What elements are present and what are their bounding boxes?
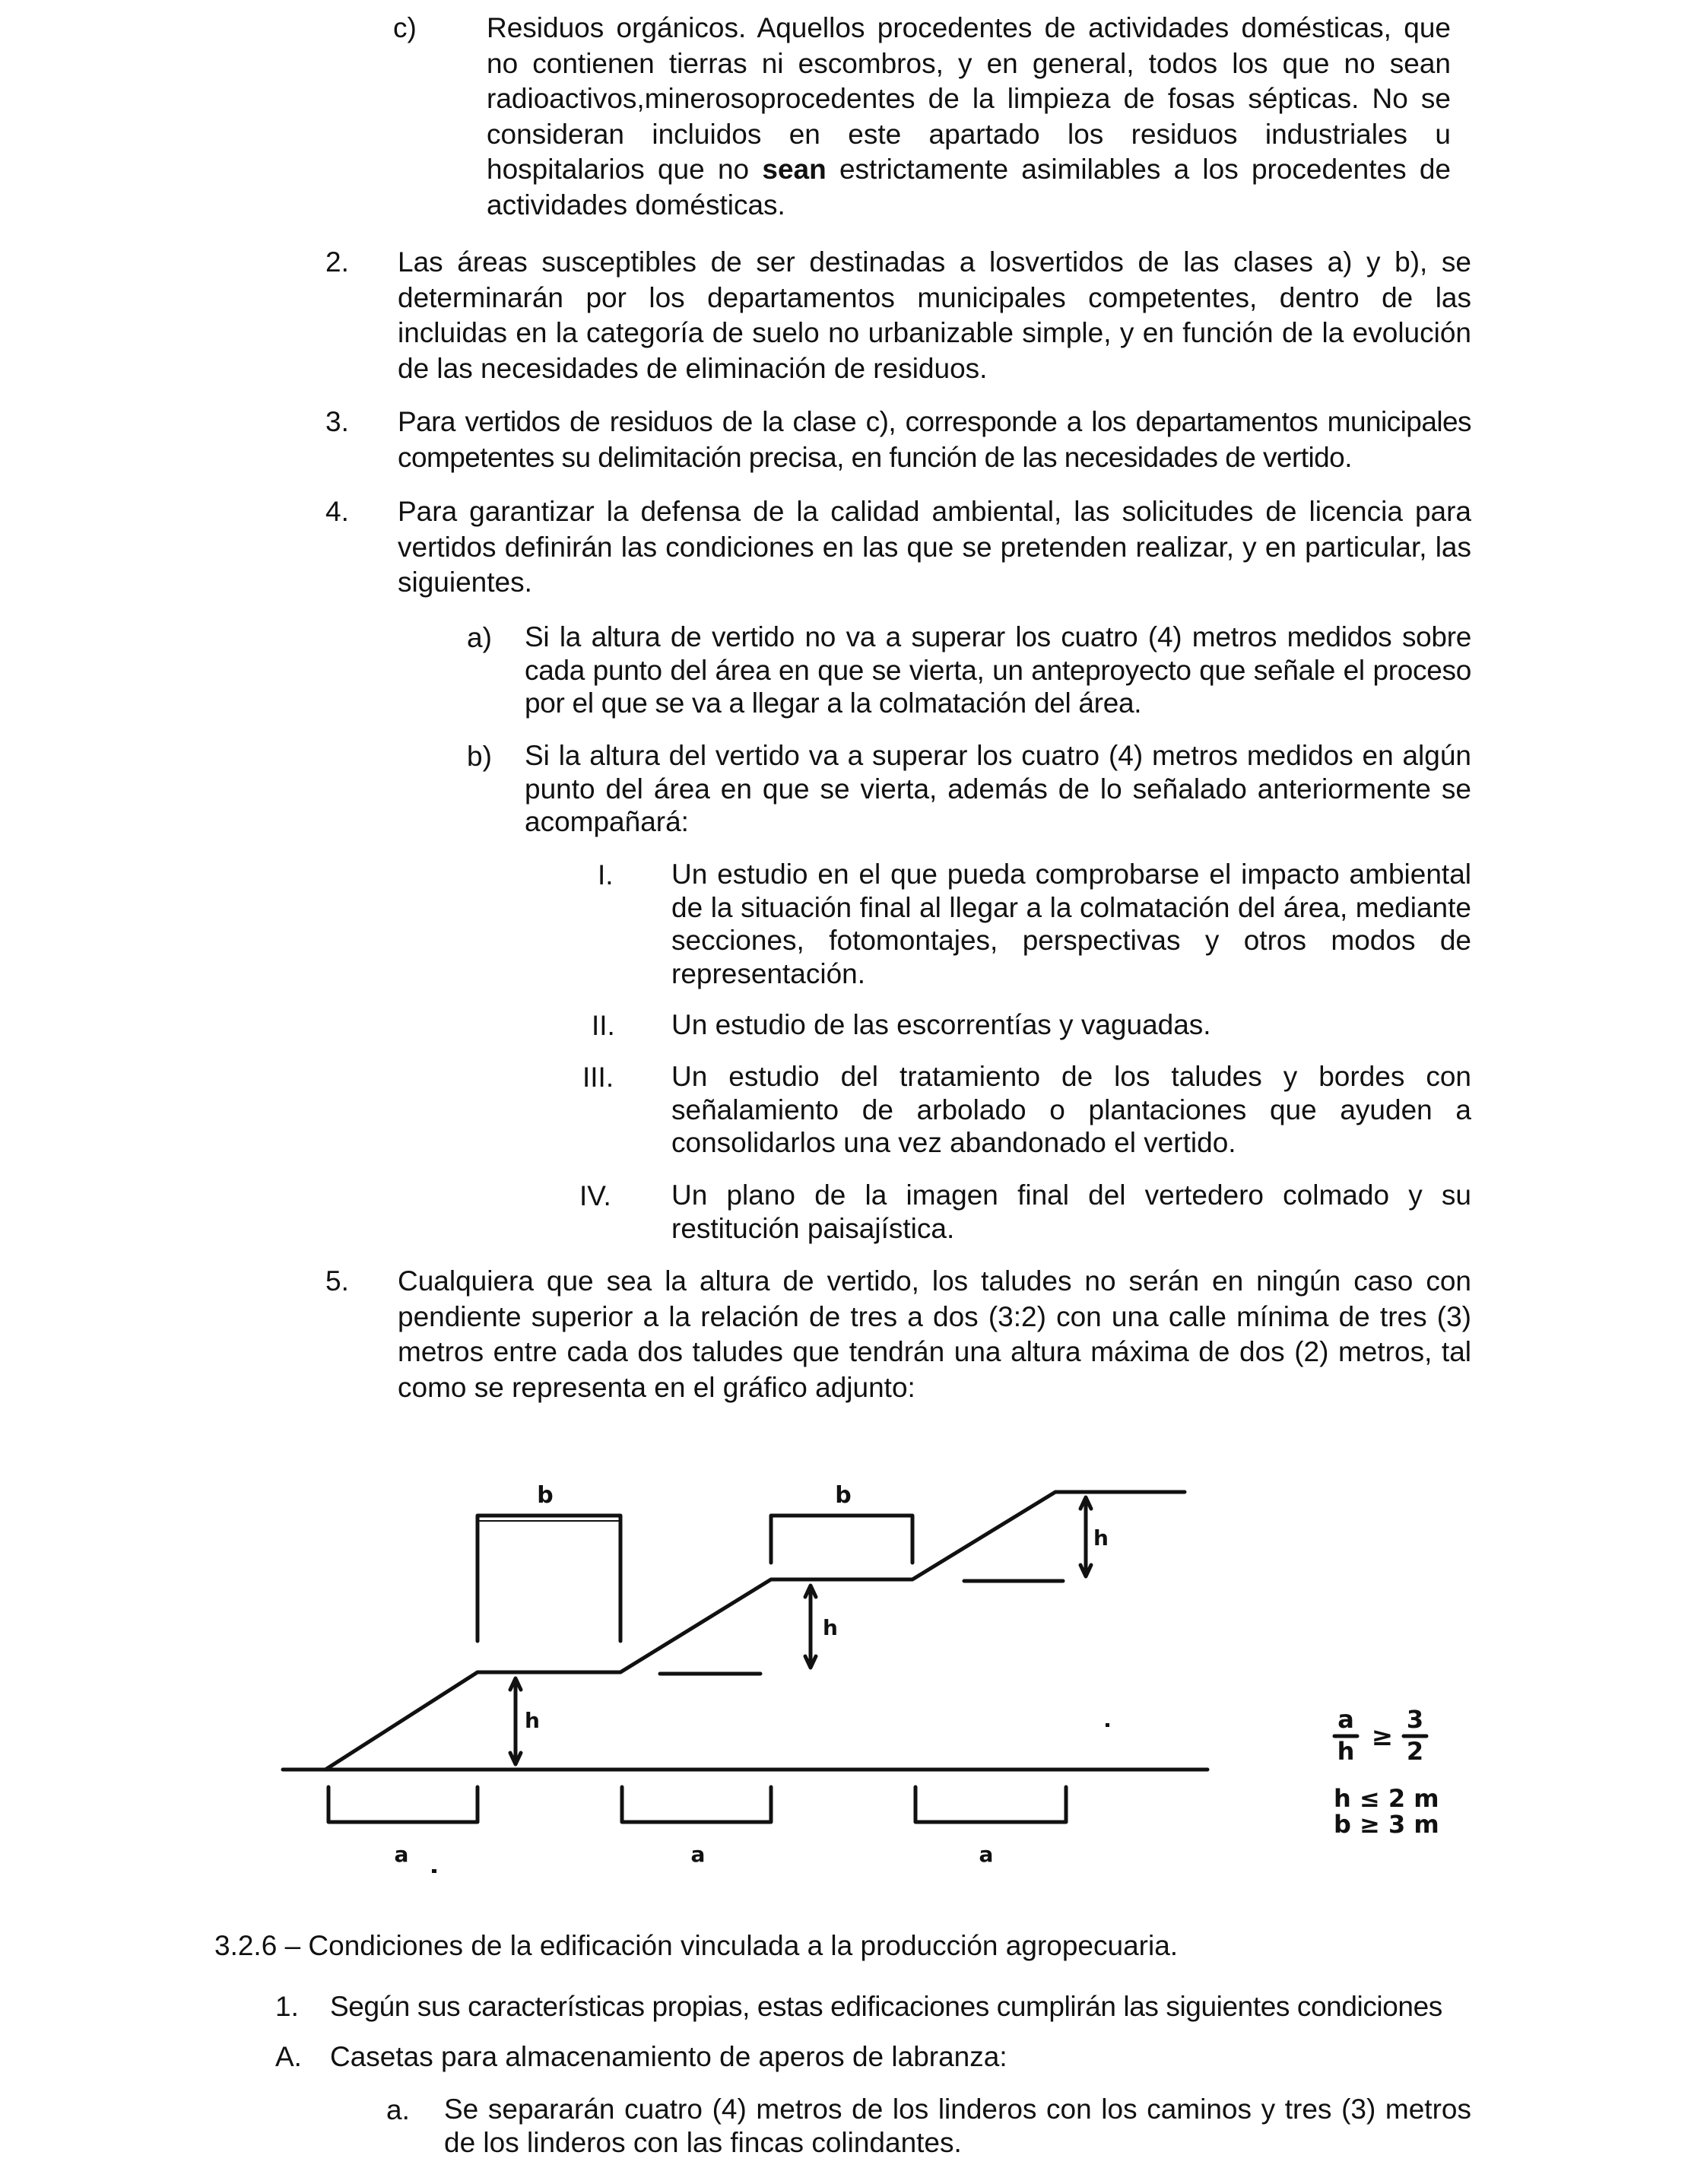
item-5-number: 5. — [325, 1265, 349, 1297]
condition-h: h ≤ 2 m — [1334, 1784, 1439, 1813]
label-h-3: h — [1093, 1525, 1109, 1551]
bracket-b-1 — [478, 1516, 620, 1641]
item-5-text: Cualquiera que sea la altura de vertido, los taludes no serán en ningún caso con pendiente superior a la relación de tres a dos (3:2) con una calle mínima de tres (3) metros entre cada dos taludes que tendrán una altura máxima de dos (2) metros, tal como se representa en el gráfico adjunto: — [398, 1265, 1471, 1403]
roman-2-label: II. — [592, 1010, 615, 1041]
item-c-text-b: estrictamente asimilables a los procedentes de actividades domésticas. — [487, 154, 1451, 221]
roman-3-text: Un estudio del tratamiento de los taludes y bordes con señalamiento de arbolado o plantaciones que ayuden a consolidarlos una vez abandonado el vertido. — [671, 1061, 1471, 1158]
formula-3: 3 — [1406, 1705, 1424, 1734]
item-c-label: c) — [393, 12, 417, 43]
item-4-number: 4. — [325, 496, 349, 527]
subitem-b-text: Si la altura del vertido va a superar los cuatro (4) metros medidos en algún punto del área en que se vierta, además de lo señalado anteriormente se acompañará: — [525, 740, 1471, 837]
label-b-1: b — [537, 1482, 554, 1509]
label-b-2: b — [835, 1482, 852, 1509]
section-item-a-number: a. — [386, 2094, 410, 2125]
section-item-1-number: 1. — [275, 1991, 299, 2022]
section-heading: 3.2.6 – Condiciones de la edificación vinculada a la producción agropecuaria. — [214, 1930, 1179, 1961]
bracket-b-2 — [771, 1516, 912, 1563]
label-a-1: a — [394, 1842, 409, 1867]
item-3-number: 3. — [325, 406, 349, 437]
label-h-2: h — [823, 1615, 838, 1640]
bracket-a-3 — [915, 1787, 1066, 1822]
item-c-text-a: Residuos orgánicos. Aquellos procedentes de actividades domésticas, que no contienen tierras ni escombros, y en general, todos los que no sean radioactivos,minerosoprocedentes de la limpieza de fosas sépticas. No se consideran incluidos en este apartado los residuos industriales u hospitalarios que no — [487, 12, 1451, 185]
item-c-bold: sean — [762, 154, 827, 185]
roman-4-text: Un plano de la imagen final del vertedero colmado y su restitución paisajística. — [671, 1179, 1471, 1244]
label-a-3: a — [979, 1842, 994, 1867]
section-item-a-text: Se separarán cuatro (4) metros de los linderos con los caminos y tres (3) metros de los linderos con las fincas colindantes. — [444, 2094, 1471, 2158]
item-2-number: 2. — [325, 246, 349, 278]
roman-3-label: III. — [582, 1062, 614, 1093]
formula-a: a — [1337, 1705, 1354, 1734]
terrace-profile — [325, 1492, 1185, 1770]
label-a-2: a — [690, 1842, 706, 1867]
item-3-text: Para vertidos de residuos de la clase c), corresponde a los departamentos municipales competentes su delimitación precisa, en función de las necesidades de vertido. — [398, 406, 1471, 473]
section-item-A-number: A. — [275, 2041, 302, 2072]
bracket-a-1 — [328, 1787, 478, 1822]
section-item-A-text: Casetas para almacenamiento de aperos de labranza: — [330, 2041, 1007, 2072]
condition-b: b ≥ 3 m — [1334, 1810, 1439, 1839]
item-4-text: Para garantizar la defensa de la calidad ambiental, las solicitudes de licencia para vertidos definirán las condiciones en las que se pretenden realizar, y en particular, las siguientes. — [398, 496, 1471, 598]
roman-1-label: I. — [598, 859, 614, 890]
roman-1-text: Un estudio en el que pueda comprobarse el impacto ambiental de la situación final al llegar a la colmatación del área, mediante secciones, fotomontajes, perspectivas y otros modos de representación. — [671, 859, 1471, 989]
formula-ge: ≥ — [1371, 1722, 1394, 1752]
formula-h: h — [1337, 1737, 1355, 1766]
subitem-a-text: Si la altura de vertido no va a superar los cuatro (4) metros medidos sobre cada punto del área en que se vierta, un anteproyecto que señale el proceso por el que se va a llegar a la colmatación del área. — [525, 621, 1471, 719]
item-2-text: Las áreas susceptibles de ser destinadas a losvertidos de las clases a) y b), se determinarán por los departamentos municipales competentes, dentro de las incluidas en la categoría de suelo no urbanizable simple, y en función de la evolución de las necesidades de eliminación de residuos. — [398, 246, 1471, 384]
roman-4-label: IV. — [579, 1180, 611, 1211]
subitem-b-label: b) — [467, 741, 492, 772]
formula-2: 2 — [1406, 1737, 1424, 1766]
subitem-a-label: a) — [467, 622, 492, 653]
section-item-1-text: Según sus características propias, estas edificaciones cumplirán las siguientes condiciones — [330, 1991, 1442, 2022]
roman-2-text: Un estudio de las escorrentías y vaguadas. — [671, 1009, 1211, 1040]
bracket-a-2 — [622, 1787, 771, 1822]
label-h-1: h — [525, 1708, 540, 1733]
